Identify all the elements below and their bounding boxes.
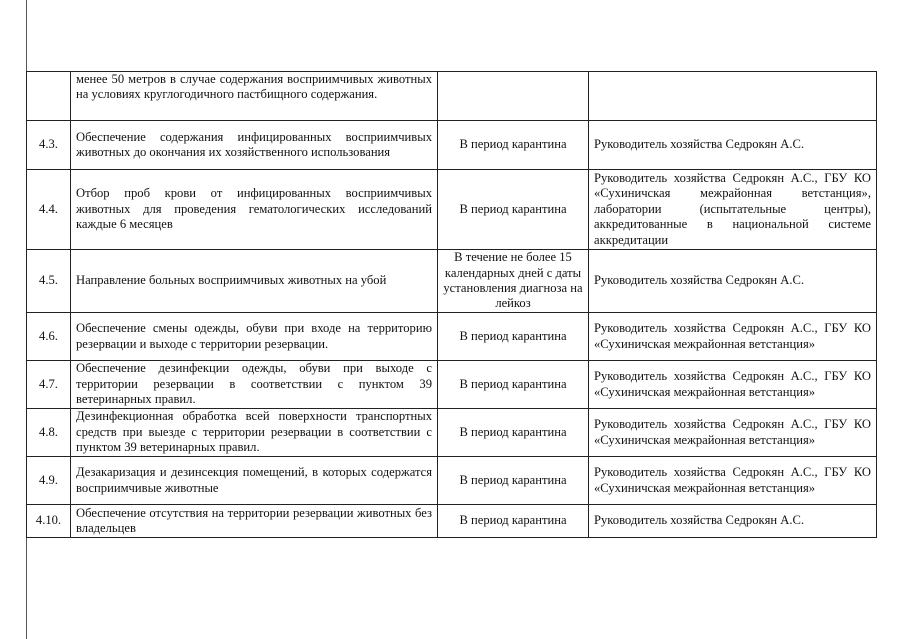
measure-description: Обеспечение содержания инфицированных восприимчивых животных до окончания их хозяйственного использования [71, 121, 438, 170]
measure-responsible [589, 72, 877, 121]
item-number: 4.4. [27, 170, 71, 250]
measure-responsible: Руководитель хозяйства Седрокян А.С. [589, 250, 877, 313]
table-row [27, 170, 877, 250]
measure-responsible: Руководитель хозяйства Седрокян А.С., ГБУ КО «Сухиничская межрайонная ветстанция» [589, 457, 877, 505]
measure-description: Направление больных восприимчивых животных на убой [71, 250, 438, 313]
table-row [27, 361, 877, 409]
measure-description: менее 50 метров в случае содержания восприимчивых животных на условиях круглогодичного пастбищного содержания. [71, 72, 438, 121]
table-row [27, 457, 877, 505]
measure-period: В период карантина [438, 170, 589, 250]
measure-responsible: Руководитель хозяйства Седрокян А.С., ГБУ КО «Сухиничская межрайонная ветстанция» [589, 361, 877, 409]
measure-responsible: Руководитель хозяйства Седрокян А.С. [589, 505, 877, 538]
table-row [27, 250, 877, 313]
measure-description: Дезинфекционная обработка всей поверхности транспортных средств при выезде с территории резервации в соответствии с пунктом 39 ветеринарных правил. [71, 409, 438, 457]
measure-period: В период карантина [438, 409, 589, 457]
measure-period [438, 72, 589, 121]
item-number: 4.7. [27, 361, 71, 409]
measure-period: В период карантина [438, 121, 589, 170]
item-number: 4.10. [27, 505, 71, 538]
item-number: 4.3. [27, 121, 71, 170]
item-number: 4.9. [27, 457, 71, 505]
table-row [27, 313, 877, 361]
item-number [27, 72, 71, 121]
measure-period: В период карантина [438, 457, 589, 505]
table-row [27, 505, 877, 538]
table-row [27, 121, 877, 170]
measure-period: В течение не более 15 календарных дней с даты установления диагноза на лейкоз [438, 250, 589, 313]
item-number: 4.8. [27, 409, 71, 457]
measure-description: Отбор проб крови от инфицированных восприимчивых животных для проведения гематологических исследований каждые 6 месяцев [71, 170, 438, 250]
measure-responsible: Руководитель хозяйства Седрокян А.С., ГБУ КО «Сухиничская межрайонная ветстанция», лаборатории (испытательные центры), аккредитованные в национальной системе аккредитации [589, 170, 877, 250]
measure-responsible: Руководитель хозяйства Седрокян А.С., ГБУ КО «Сухиничская межрайонная ветстанция» [589, 409, 877, 457]
measure-responsible: Руководитель хозяйства Седрокян А.С., ГБУ КО «Сухиничская межрайонная ветстанция» [589, 313, 877, 361]
table-row [27, 409, 877, 457]
item-number: 4.5. [27, 250, 71, 313]
table-row [27, 72, 877, 121]
item-number: 4.6. [27, 313, 71, 361]
measure-period: В период карантина [438, 313, 589, 361]
measure-description: Дезакаризация и дезинсекция помещений, в которых содержатся восприимчивые животные [71, 457, 438, 505]
measure-description: Обеспечение дезинфекции одежды, обуви при выходе с территории резервации в соответствии с пунктом 39 ветеринарных правил. [71, 361, 438, 409]
measure-description: Обеспечение смены одежды, обуви при входе на территорию резервации и выходе с территории резервации. [71, 313, 438, 361]
measure-responsible: Руководитель хозяйства Седрокян А.С. [589, 121, 877, 170]
measure-period: В период карантина [438, 361, 589, 409]
quarantine-measures-table [26, 71, 877, 538]
measure-description: Обеспечение отсутствия на территории резервации животных без владельцев [71, 505, 438, 538]
measure-period: В период карантина [438, 505, 589, 538]
